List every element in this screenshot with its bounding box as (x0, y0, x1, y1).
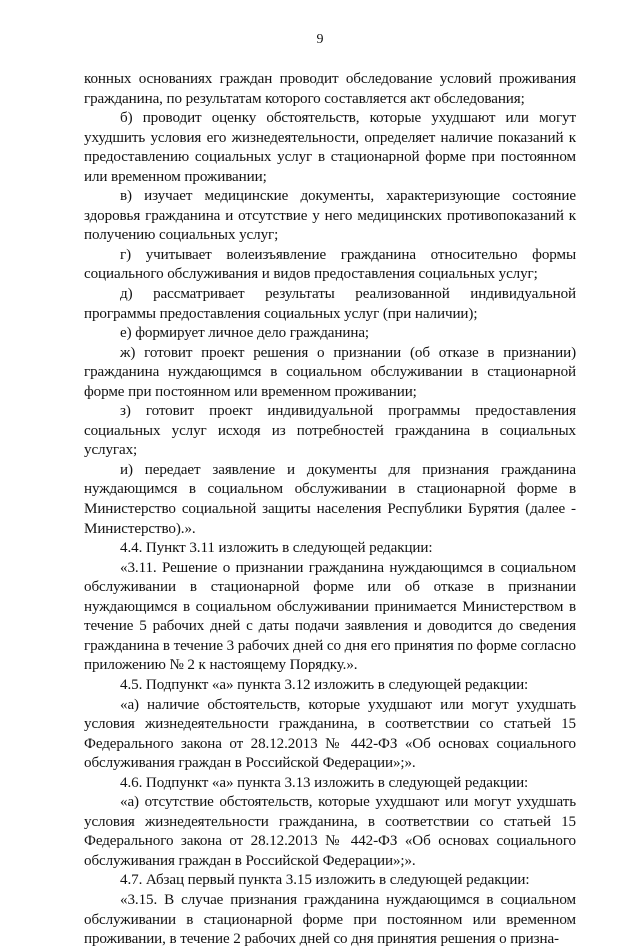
paragraph-item-zh: ж) готовит проект решения о признании (об отказе в признании) гражданина нуждающимся в социальном обслуживании в стационарной форме при постоянном или временном проживании; (84, 344, 576, 400)
paragraph-continuation: конных основаниях граждан проводит обследование условий проживания гражданина, по результатам которого составляется акт обследования; (84, 71, 576, 107)
paragraph-item-z: з) готовит проект индивидуальной программы предоставления социальных услуг исходя из потребностей гражданина в социальных услугах; (84, 403, 576, 459)
paragraph-4-5: 4.5. Подпункт «а» пункта 3.12 изложить в следующей редакции: (120, 676, 529, 693)
paragraph-item-e: е) формирует личное дело гражданина; (120, 325, 370, 342)
paragraph-4-6: 4.6. Подпункт «а» пункта 3.13 изложить в следующей редакции: (120, 774, 529, 791)
paragraph-3-13-a: «а) отсутствие обстоятельств, которые ухудшают или могут ухудшать условия жизнедеятельности гражданина, в соответствии со статьей 15 Федерального закона от 28.12.2013 № 442-ФЗ «Об основах социального обслуживания граждан в Российской Федерации»;». (84, 794, 576, 869)
page-number: 9 (316, 32, 324, 47)
paragraph-4-7: 4.7. Абзац первый пункта 3.15 изложить в следующей редакции: (120, 872, 530, 889)
paragraph-4-4: 4.4. Пункт 3.11 изложить в следующей редакции: (120, 540, 433, 557)
paragraph-3-11: «3.11. Решение о признании гражданина нуждающимся в социальном обслуживании в стационарной форме или об отказе в признании нуждающимся в социальном обслуживании принимается Министерством в течение 5 рабочих дней с даты подачи заявления и доводится до сведения гражданина в течение 3 рабочих дней со дня его принятия по форме согласно приложению № 2 к настоящему Порядку.». (84, 559, 576, 674)
paragraph-3-15: «3.15. В случае признания гражданина нуждающимся в социальном обслуживании в стационарной форме при постоянном или временном проживании, в течение 2 рабочих дней со дня принятия решения о призна- (84, 891, 576, 948)
paragraph-item-g: г) учитывает волеизъявление гражданина относительно формы социального обслуживания и видов предоставления социальных услуг; (84, 246, 576, 283)
document-body (84, 70, 576, 950)
paragraph-item-b: б) проводит оценку обстоятельств, которые ухудшают или могут ухудшить условия его жизнедеятельности, определяет наличие показаний к предоставлению социальных услуг в стационарной форме при постоянном или временном проживании; (84, 110, 576, 185)
paragraph-item-i: и) передает заявление и документы для признания гражданина нуждающимся в социальном обслуживании в стационарной форме в Министерство социальной защиты населения Республики Бурятия (далее - Министерство).». (84, 461, 576, 537)
paragraph-item-v: в) изучает медицинские документы, характеризующие состояние здоровья гражданина и отсутствие у него медицинских противопоказаний к получению социальных услуг; (84, 188, 576, 244)
paragraph-3-12-a: «а) наличие обстоятельств, которые ухудшают или могут ухудшать условия жизнедеятельности гражданина, в соответствии со статьей 15 Федерального закона от 28.12.2013 № 442-ФЗ «Об основах социального обслуживания граждан в Российской Федерации»;». (84, 696, 576, 772)
paragraph-item-d: д) рассматривает результаты реализованной индивидуальной программы предоставления социальных услуг (при наличии); (84, 286, 576, 322)
